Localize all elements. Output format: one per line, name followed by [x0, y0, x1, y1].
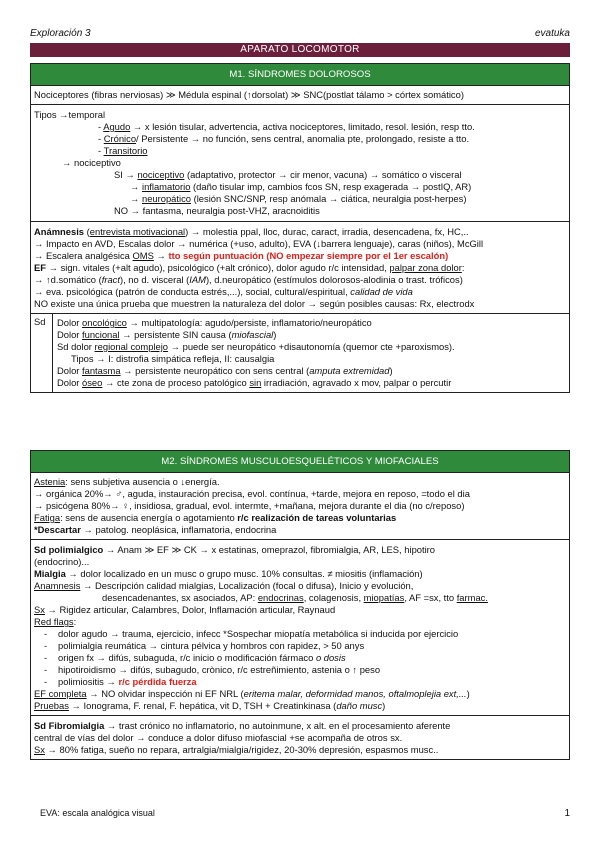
- func-label: funcional: [82, 329, 120, 340]
- poli-l5b: , colagenosis,: [303, 592, 364, 603]
- fan-text: → persistente neuropático con sens central (: [120, 365, 310, 376]
- astenia-block: [31, 473, 569, 540]
- fatiga-label: Fatiga: [34, 512, 61, 523]
- fan-label: fantasma: [82, 365, 121, 376]
- red-flag-3-text: origen fx → difús, subaguda, r/c inicio o modificación fármaco: [58, 652, 316, 663]
- astenia-line-1: [34, 476, 566, 488]
- tipos-heading: Tipos →temporal: [34, 109, 106, 120]
- fan-italic: amputa extremidad: [309, 365, 390, 376]
- anam-line-7: NO existe una única prueba que muestren la naturaleza del dolor → según posibles causas: Rx, electrodx: [34, 298, 475, 309]
- anam-line-5: [34, 274, 566, 286]
- poli-anam-text: → Descripción calidad mialgias, Localización (focal o difusa), Inicio y evolución,: [80, 580, 414, 591]
- fibro-title: Sd Fibromialgia: [34, 720, 105, 731]
- anam-line-6: [34, 286, 566, 298]
- poli-title: Sd polimialgico: [34, 544, 104, 555]
- header-author: evatuka: [534, 28, 570, 39]
- func-text: → persistente SIN causa (: [119, 329, 232, 340]
- poli-pruebas-end: ): [382, 700, 386, 711]
- poli-ef-end: ): [466, 688, 470, 699]
- anam-l3-red: tto según puntuación (NO empezar siempre por el 1er escalón): [168, 250, 449, 261]
- tipo-cronico: - Crónico/ Persistente → no función, sens central, anomalia pte, prolongado, resiste a tto.: [98, 133, 470, 144]
- m2-section: [30, 450, 570, 760]
- reg-label: regional complejo: [94, 341, 169, 352]
- tipo-nociceptivo: → nociceptivo: [62, 157, 121, 168]
- oseo-text: → cte zona de proceso patológico: [102, 377, 250, 388]
- fibro-sx-label: Sx: [34, 744, 45, 755]
- fatiga-bold: r/c realización de tareas voluntarias: [237, 512, 397, 523]
- sd-regional-tipos: Tipos → I: distrofia simpática refleja, II: causalgia: [71, 353, 275, 364]
- anam-l5i2: IAM: [189, 274, 206, 285]
- poli-farmac: farmac.: [456, 592, 488, 603]
- fan-end: ): [389, 365, 393, 376]
- neuro-text: (lesión SNC/SNP, resp anómala → ciática, neuralgia post-herpes): [190, 193, 467, 204]
- infl-label: inflamatorio: [141, 181, 191, 192]
- fatiga-text: : sens de ausencia energía o agotamiento: [60, 512, 238, 523]
- anam-l3b: →: [153, 250, 169, 261]
- poli-pruebas-text: → Ionograma, F. renal, F. hepática, vit D, TSH + Creatinkinasa (: [68, 700, 337, 711]
- astenia-organica: → orgánica 20%→ ♂, aguda, instauración precisa, evol. contínua, +tarde, mejora en reposo, =todo el dia: [34, 488, 470, 499]
- red-flag-1: - dolor agudo → trauma, ejercicio, infecc *Sospechar miopatía metabólica si inducida por ejercicio: [44, 628, 459, 639]
- oseo-end: irradiación, agravado x mov, palpar o percutir: [261, 377, 452, 388]
- page-header: [30, 28, 570, 42]
- poli-miopatias: miopatías: [363, 592, 405, 603]
- sd-oseo: [57, 377, 565, 389]
- pain-pathway: [31, 86, 569, 105]
- agudo-label: Agudo: [103, 121, 131, 132]
- si-prefix: SI →: [114, 169, 138, 180]
- red-flag-5-red: r/c pérdida fuerza: [118, 676, 197, 687]
- anam-l4a: → sign. vitales (+alt agudo), psicológico (+alt crónico), dolor agudo r/c intensidad,: [45, 262, 390, 273]
- anam-line-4: [34, 262, 566, 274]
- oseo-pre: Dolor: [57, 377, 83, 388]
- poli-l1: → Anam ≫ EF ≫ CK → x estatinas, omeprazol, fibromialgia, AR, LES, hipotiro: [103, 544, 436, 555]
- oseo-label: óseo: [82, 377, 103, 388]
- footer-note: EVA: escala analógica visual: [40, 808, 155, 818]
- chapter-banner: APARATO LOCOMOTOR: [30, 43, 570, 57]
- page-number: 1: [564, 808, 570, 819]
- red-flags-heading: [34, 616, 566, 628]
- fan-pre: Dolor: [57, 365, 83, 376]
- fibro-line-1: [34, 720, 566, 732]
- red-flag-5-text: polimiositis →: [58, 676, 119, 687]
- red-flag-2-text: polimialgia reumática → cintura pélvica y hombros con rapidez, > 50 anys: [58, 640, 365, 651]
- poli-line-2: (endocrino)...: [34, 556, 90, 567]
- anam-l4b: :: [461, 262, 465, 273]
- fibro-sx: [34, 744, 566, 756]
- sd-fantasma: [57, 365, 565, 377]
- anam-l5b: ), no d. visceral (: [119, 274, 190, 285]
- poli-sx-text: → Rigidez articular, Calambres, Dolor, Inflamación articular, Raynaud: [44, 604, 336, 615]
- fibro-sx-text: → 80% fatiga, sueño no repara, artralgia/mialgia/rigidez, 20-30% depresión, espasmos musc..: [44, 744, 439, 755]
- anamnesis-block: [31, 222, 569, 314]
- cronico-text: / Persistente → no función, sens central, anomalia pte, prolongado, resiste a tto.: [136, 133, 470, 144]
- onc-text: → multipatología: agudo/persiste, inflamatorio/neuropático: [126, 317, 372, 328]
- poli-pruebas-label: Pruebas: [34, 700, 69, 711]
- red-flag-1-text: dolor agudo → trauma, ejercicio, infecc *Sospechar miopatía metabólica si inducida por ejercicio: [58, 628, 459, 639]
- poli-ef: [34, 688, 566, 700]
- red-flag-2: - polimialgia reumática → cintura pélvica y hombros con rapidez, > 50 anys: [44, 640, 365, 651]
- noci-inflamatorio: → inflamatorio (daño tisular imp, cambios fcos SN, resp exagerada → postIQ, AR): [130, 181, 472, 192]
- poli-ef-italic: eritema malar, deformidad manos, oftalmoplejia ext,...: [243, 688, 467, 699]
- red-flag-3: - origen fx → difús, subaguda, r/c inicio o modificación fármaco o dosis: [44, 652, 346, 663]
- anam-l3a: → Escalera analgésica: [34, 250, 133, 261]
- anam-l5a: → ↑d.somático (: [34, 274, 102, 285]
- m2-title: M2. SÍNDROMES MUSCULOESQUELÉTICOS Y MIOFACIALES: [31, 451, 569, 473]
- ef-label: EF: [34, 262, 46, 273]
- oseo-sin: sin: [249, 377, 262, 388]
- anam-l4u: palpar zona dolor: [389, 262, 462, 273]
- neuro-label: neuropático: [141, 193, 191, 204]
- poli-anam-1: [34, 580, 566, 592]
- poli-l5a: desencadenantes, sx asociados, AP:: [102, 592, 258, 603]
- poli-ef-label: EF completa: [34, 688, 87, 699]
- anam-l1: ) → molestia ppal, lloc, durac, caract, irradia, desencadena, fx, HC,..: [185, 226, 469, 237]
- poli-l5c: , AF =sx, tto: [404, 592, 457, 603]
- poli-endocrinas: endocrinas: [257, 592, 304, 603]
- m1-section: [30, 63, 570, 393]
- reg-pre: Sd dolor: [57, 341, 95, 352]
- mialgia-label: Mialgia: [34, 568, 66, 579]
- pain-types: [31, 105, 569, 222]
- header-subject: Exploración 3: [30, 28, 91, 39]
- transitorio-label: Transitorio: [103, 145, 148, 156]
- fibro-line-2: central de vías del dolor → conduce a dolor difuso miofascial +se acompaña de otros sx.: [34, 732, 403, 743]
- descartar-text: → patolog. neoplásica, inflamatoria, endocrina: [80, 524, 277, 535]
- poli-anam-label: Anamnesis: [34, 580, 81, 591]
- tipo-agudo: - Agudo → x lesión tisular, advertencia, activa nociceptores, limitado, resol. lesión, resp tto.: [98, 121, 475, 132]
- red-flags-label: Red flags: [34, 616, 74, 627]
- noci-si: [34, 169, 566, 181]
- sd-label: Sd: [31, 314, 53, 392]
- cronico-label: Crónico: [103, 133, 137, 144]
- sd-regional: [57, 341, 565, 353]
- infl-text: (daño tisular imp, cambios fcos SN, resp exagerada → postIQ, AR): [190, 181, 472, 192]
- red-flag-4-text: hipotiroidismo → difús, subagudo, crònico, r/c estreñimiento, astenia o ↑ peso: [58, 664, 381, 675]
- sd-body: [53, 314, 569, 392]
- anam-line-3: [34, 250, 566, 262]
- astenia-label: Astenia: [34, 476, 66, 487]
- anam-label: Anámnesis: [34, 226, 85, 237]
- fatiga-line: [34, 512, 566, 524]
- si-text: (adaptativo, protector → cir menor, vacuna) → somático o visceral: [184, 169, 462, 180]
- m1-title: M1. SÍNDROMES DOLOROSOS: [31, 64, 569, 86]
- poli-sx-label: Sx: [34, 604, 45, 615]
- onc-label: oncológico: [82, 317, 127, 328]
- page-footer: [30, 808, 570, 822]
- mialgia-text: → dolor localizado en un musc o grupo musc. 10% consultas. ≠ miositis (inflamación): [65, 568, 423, 579]
- func-italic: miofascial: [231, 329, 274, 340]
- noci-no: NO → fantasma, neuralgia post-VHZ, aracnoiditis: [114, 205, 320, 216]
- anam-ent: entrevista motivacional: [89, 226, 186, 237]
- poli-pruebas: [34, 700, 566, 712]
- sd-funcional: [57, 329, 565, 341]
- anam-l6i: calidad de vida: [350, 286, 413, 297]
- mialgia-line: [34, 568, 566, 580]
- poli-ef-text: → NO olvidar inspección ni EF NRL (: [86, 688, 244, 699]
- si-label: nociceptivo: [137, 169, 185, 180]
- pathway-text: Nociceptores (fibras nerviosas) ≫ Médula espinal (↑dorsolat) ≫ SNC(postlat tálamo > córtex somático): [34, 89, 464, 100]
- func-pre: Dolor: [57, 329, 83, 340]
- oms: OMS: [132, 250, 154, 261]
- red-flags-colon: :: [73, 616, 77, 627]
- poli-line-1: [34, 544, 566, 556]
- poli-anam-2: [34, 592, 566, 604]
- astenia-psicogena: → psicógena 80%→ ♀, insidiosa, gradual, evol. intermte, +mañana, mejora durante el dia (no c/reposo): [34, 500, 465, 511]
- astenia-l1: : sens subjetiva ausencia o ↓energía.: [65, 476, 220, 487]
- fibromialgia-block: [31, 716, 569, 759]
- polimialgico-block: [31, 540, 569, 716]
- sd-row: [31, 314, 569, 392]
- red-flag-5: - polimiositis → r/c pérdida fuerza: [44, 676, 197, 687]
- red-flag-4: - hipotiroidismo → difús, subagudo, crònico, r/c estreñimiento, astenia o ↑ peso: [44, 664, 381, 675]
- agudo-text: → x lesión tisular, advertencia, activa nociceptores, limitado, resol. lesión, resp tto.: [130, 121, 475, 132]
- fibro-l1: → trast crónico no inflamatorio, no autoinmune, x alt. en el procesamiento aferente: [104, 720, 451, 731]
- anam-l5c: ), d.neuropático (estímulos dolorosos-alodinia o trast. tróficos): [205, 274, 463, 285]
- anam-l6a: → eva. psicológica (patrón de conducta estrés,...), social, cultural/espiritual,: [34, 286, 351, 297]
- func-end: ): [273, 329, 277, 340]
- sd-oncologico: [57, 317, 565, 329]
- noci-neuropatico: → neuropático (lesión SNC/SNP, resp anómala → ciática, neuralgia post-herpes): [130, 193, 467, 204]
- poli-sx: [34, 604, 566, 616]
- anam-line-1: Anámnesis (entrevista motivacional) → molestia ppal, lloc, durac, caract, irradia, desencadena, fx, HC,..: [34, 226, 469, 237]
- anam-line-2: → Impacto en AVD, Escalas dolor → numérica (+uso, adulto), EVA (↓barrera lenguaje), caras (niños), McGill: [34, 238, 484, 249]
- descartar-line: [34, 524, 566, 536]
- anam-l5i1: fract: [101, 274, 120, 285]
- poli-pruebas-italic: daño musc: [336, 700, 383, 711]
- red-flag-3-italic: o dosis: [315, 652, 346, 663]
- tipo-transitorio: - Transitorio: [98, 145, 148, 156]
- descartar-label: *Descartar: [34, 524, 81, 535]
- onc-pre: Dolor: [57, 317, 83, 328]
- reg-text: → puede ser neuropático +disautonomía (quemor cte +paroxismos).: [168, 341, 455, 352]
